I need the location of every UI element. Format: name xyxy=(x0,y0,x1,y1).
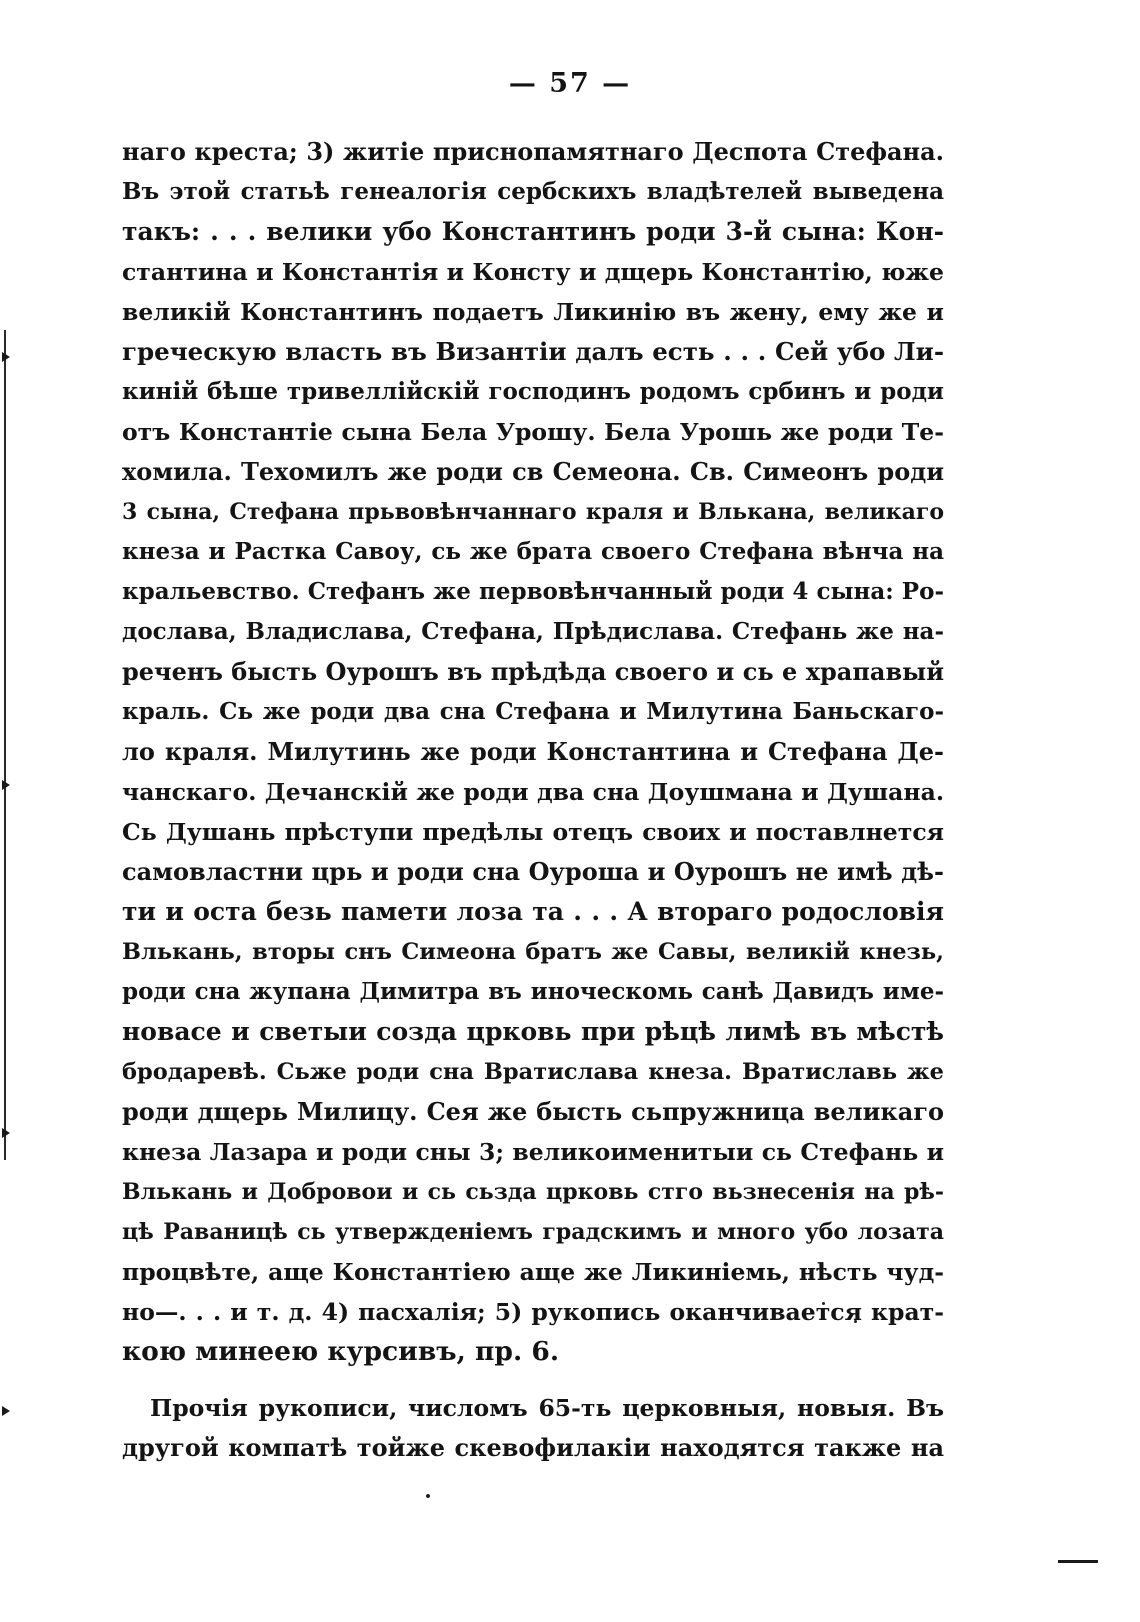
text-line: греческую власть въ Византіи далъ есть . . . Сей убо Ли- xyxy=(122,337,944,366)
text-line: Сь Душань прѣступи предѣлы отецъ своих и поставлнется xyxy=(122,818,944,846)
paragraph-gap xyxy=(122,1372,944,1388)
text-line: реченъ бысть Оурошъ въ прѣдѣда своего и сь е храпавый xyxy=(122,657,944,686)
text-line: кою минеею курсивъ, пр. 6. xyxy=(122,1336,560,1367)
text-line: хомила. Техомилъ же роди св Семеона. Св. Симеонъ роди xyxy=(122,457,944,486)
scan-edge-mark xyxy=(2,1128,10,1138)
scan-edge-mark xyxy=(2,352,10,362)
text-line: стантина и Константія и Консту и дщерь Константію, юже xyxy=(122,258,944,286)
text-line: кнеза Лазара и роди сны 3; великоименитыи сь Стефань и xyxy=(122,1138,944,1166)
text-line: Прочія рукописи, числомъ 65-ть церковныя, новыя. Въ xyxy=(150,1394,944,1422)
text-line: кральевство. Стефанъ же первовѣнчанный роди 4 сына: Ро- xyxy=(122,578,944,605)
text-line: цѣ Раваницѣ сь утвержденіемъ градскимъ и много убо лозата xyxy=(122,1219,944,1245)
text-line: роди дщерь Милицу. Сея же бысть сьпружница великаго xyxy=(122,1097,944,1126)
text-line: чанскаго. Дечанскій же роди два сна Доушмана и Душана. xyxy=(122,778,944,806)
text-line: великій Константинъ подаетъ Ликинію въ жену, ему же и xyxy=(122,298,944,326)
scan-edge-mark xyxy=(2,1406,10,1416)
text-line: киній бѣше тривеллійскій господинъ родомъ србинъ и роди xyxy=(122,378,944,405)
text-line: ло краля. Милутинь же роди Константина и Стефана Де- xyxy=(122,737,944,766)
text-line: самовластни црь и роди сна Оуроша и Оурошъ не имѣ дѣ- xyxy=(122,857,944,886)
text-line: 3 сына, Стефана прьвовѣнчаннаго краля и Влькана, великаго xyxy=(122,499,944,525)
text-line: дослава, Владислава, Стефана, Прѣдислава. Стефань же на- xyxy=(122,618,944,645)
text-line: кнеза и Растка Савоу, сь же брата своего Стефана вѣнча на xyxy=(122,538,944,565)
text-line: роди сна жупана Димитра въ иноческомь санѣ Давидъ име- xyxy=(122,978,944,1005)
text-line: но—. . . и т. д. 4) пасхалія; 5) рукопись оканчивается крат- xyxy=(122,1298,944,1326)
text-line: ти и оста безь памети лоза та . . . А втораго родословія xyxy=(122,897,944,926)
scan-edge-dash xyxy=(1058,1560,1098,1563)
scan-speck xyxy=(426,1494,430,1498)
scan-edge-line xyxy=(4,330,6,1160)
text-line: процвѣте, аще Константіею аще же Ликиніемь, нѣсть чуд- xyxy=(122,1258,944,1286)
body-text xyxy=(122,132,944,1468)
page-number: — 57 — xyxy=(508,68,632,99)
text-line: такъ: . . . велики убо Константинъ роди 3-й сына: Кон- xyxy=(122,217,944,246)
text-line: краль. Сь же роди два сна Стефана и Милутина Баньскаго- xyxy=(122,698,944,725)
text-line: другой компатѣ тойже скевофилакіи находятся также на xyxy=(122,1433,944,1462)
text-line: бродаревѣ. Сьже роди сна Вратислава кнеза. Вратиславь же xyxy=(122,1059,944,1085)
text-line: новасе и светыи созда црковь при рѣцѣ лимѣ въ мѣстѣ xyxy=(122,1017,944,1046)
text-line: отъ Константіе сына Бела Урошу. Бела Урошь же роди Те- xyxy=(122,418,944,446)
scan-edge-mark xyxy=(2,780,10,790)
text-line: Влькань и Добровои и сь сьзда црковь стго вьзнесенія на рѣ- xyxy=(122,1179,944,1205)
text-line: наго креста; 3) житіе приснопамятнаго Деспота Стефана. xyxy=(122,137,944,166)
text-line: Въ этой статьѣ генеалогія сербскихъ владѣтелей выведена xyxy=(122,178,944,205)
text-line: Влькань, вторы снъ Симеона братъ же Савы, великій кнезь, xyxy=(122,939,944,965)
